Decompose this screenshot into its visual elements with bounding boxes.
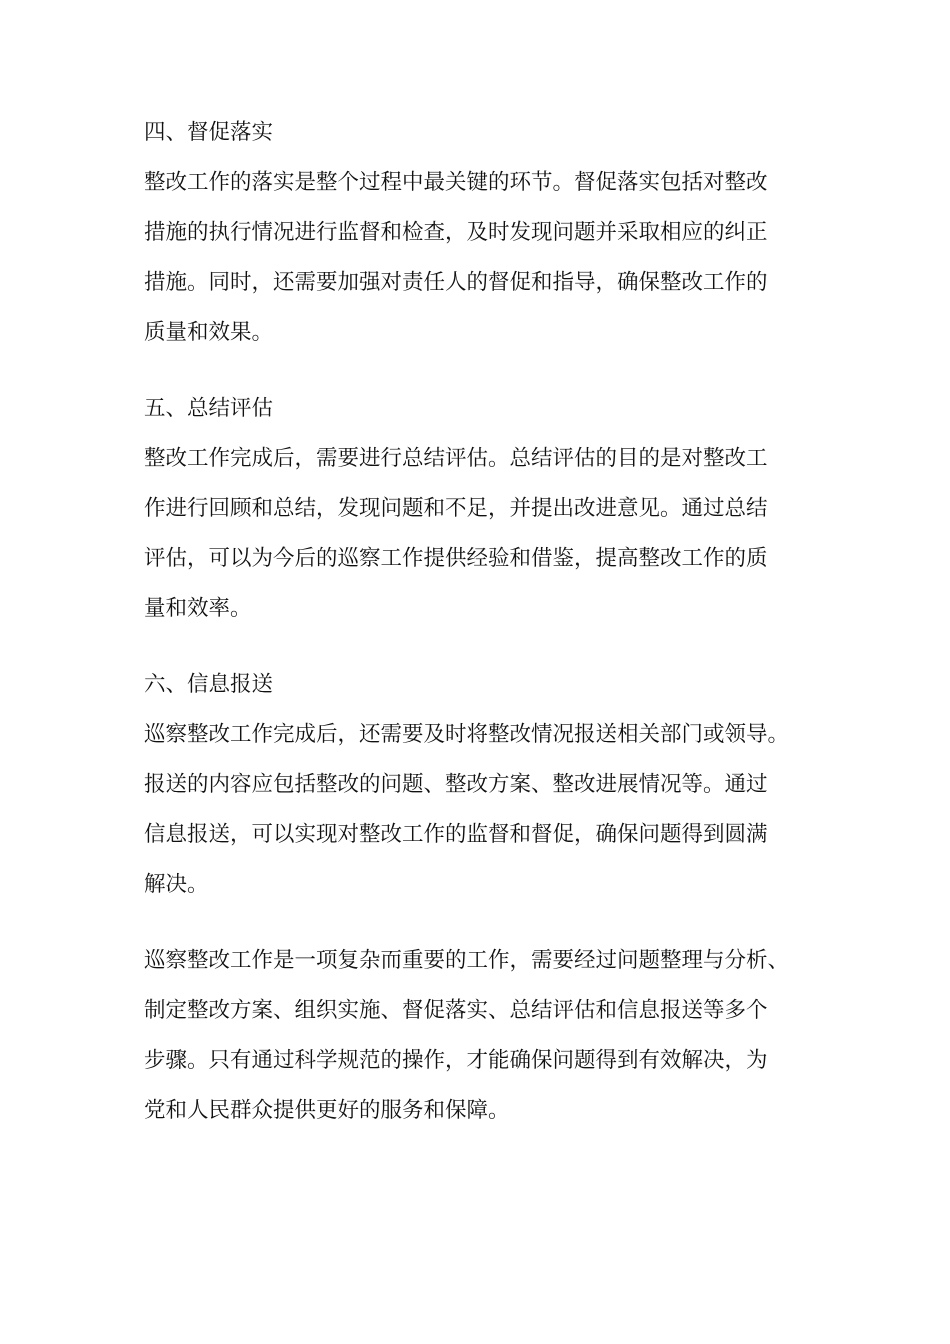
- paragraph-line: 信息报送，可以实现对整改工作的监督和督促，确保问题得到圆满: [144, 822, 768, 847]
- section-paragraph: [144, 710, 824, 910]
- section-information-reporting: [144, 660, 824, 910]
- paragraph-line: 巡察整改工作完成后，还需要及时将整改情况报送相关部门或领导。: [144, 722, 790, 747]
- paragraph-line: 措施。同时，还需要加强对责任人的督促和指导，确保整改工作的: [144, 270, 768, 295]
- document-page: [144, 108, 824, 1162]
- paragraph-line: 步骤。只有通过科学规范的操作，才能确保问题得到有效解决，为: [144, 1048, 768, 1073]
- paragraph-line: 解决。: [144, 872, 209, 897]
- paragraph-line: 整改工作的落实是整个过程中最关键的环节。督促落实包括对整改: [144, 170, 768, 195]
- section-heading: 六、信息报送: [144, 672, 274, 697]
- section-supervise-implementation: [144, 108, 824, 358]
- section-paragraph: [144, 434, 824, 634]
- paragraph-line: 措施的执行情况进行监督和检查，及时发现问题并采取相应的纠正: [144, 220, 768, 245]
- paragraph-line: 报送的内容应包括整改的问题、整改方案、整改进展情况等。通过: [144, 772, 768, 797]
- paragraph-line: 巡察整改工作是一项复杂而重要的工作，需要经过问题整理与分析、: [144, 948, 790, 973]
- conclusion-section: [144, 936, 824, 1136]
- paragraph-line: 量和效率。: [144, 596, 252, 621]
- paragraph-line: 作进行回顾和总结，发现问题和不足，并提出改进意见。通过总结: [144, 496, 768, 521]
- paragraph-line: 整改工作完成后，需要进行总结评估。总结评估的目的是对整改工: [144, 446, 768, 471]
- section-summary-evaluation: [144, 384, 824, 634]
- section-heading: 五、总结评估: [144, 396, 274, 421]
- paragraph-line: 评估，可以为今后的巡察工作提供经验和借鉴，提高整改工作的质: [144, 546, 768, 571]
- paragraph-line: 质量和效果。: [144, 320, 274, 345]
- paragraph-line: 党和人民群众提供更好的服务和保障。: [144, 1098, 510, 1123]
- section-paragraph: [144, 158, 824, 358]
- conclusion-paragraph: [144, 936, 824, 1136]
- paragraph-line: 制定整改方案、组织实施、督促落实、总结评估和信息报送等多个: [144, 998, 768, 1023]
- section-heading: 四、督促落实: [144, 120, 274, 145]
